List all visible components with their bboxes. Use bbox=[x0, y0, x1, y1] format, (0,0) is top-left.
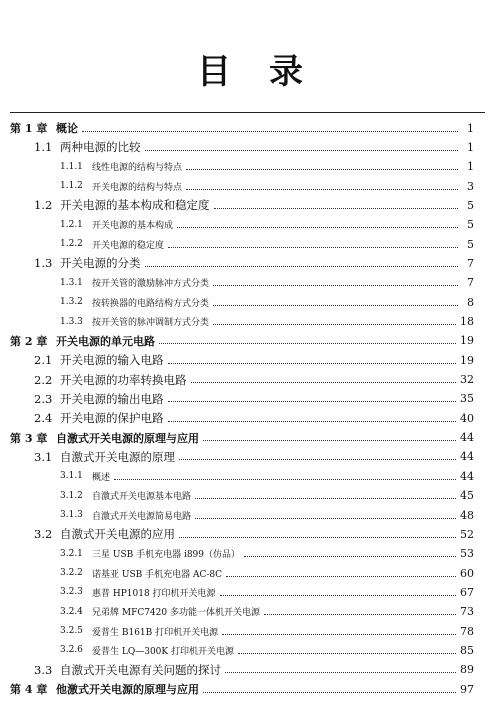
toc-entry-title: 爱普生 LQ—300K 打印机开关电源 bbox=[92, 646, 234, 657]
toc-entry-number: 1.2 bbox=[34, 198, 53, 213]
dot-leader bbox=[213, 324, 456, 325]
dot-leader bbox=[168, 363, 457, 364]
toc-entry-title: 概论 bbox=[56, 122, 78, 135]
toc-entry-page: 19 bbox=[460, 334, 474, 348]
toc-entry-number: 3.2.3 bbox=[60, 587, 83, 598]
toc-entry-title: 开关电源的分类 bbox=[60, 256, 141, 271]
toc-entry-title: 开关电源的输出电路 bbox=[60, 391, 164, 406]
toc-entry-number: 1.3.3 bbox=[60, 316, 83, 327]
toc-entry-title: 线性电源的结构与特点 bbox=[92, 163, 183, 174]
top-divider bbox=[10, 112, 485, 113]
toc-entry-page: 7 bbox=[467, 276, 474, 290]
toc-entry-number: 第 3 章 bbox=[10, 431, 48, 445]
toc-entry-number: 1.1 bbox=[34, 140, 53, 155]
toc-entry-title: 自激式开关电源基本电路 bbox=[92, 492, 192, 503]
toc-entry-title: 开关电源的基本构成和稳定度 bbox=[60, 198, 210, 213]
toc-entry-title: 爱普生 B161B 打印机开关电源 bbox=[92, 627, 219, 638]
toc-entry-page: 3 bbox=[467, 179, 474, 193]
toc-entry-number: 2.3 bbox=[34, 391, 53, 406]
toc-entry-title: 兄弟牌 MFC7420 多功能一体机开关电源 bbox=[92, 608, 260, 619]
toc-entry[interactable] bbox=[10, 678, 474, 700]
toc-entry-page: 85 bbox=[460, 643, 474, 657]
toc-entry-page: 97 bbox=[460, 682, 474, 696]
toc-entry-number: 第 2 章 bbox=[10, 334, 48, 348]
dot-leader bbox=[168, 247, 458, 248]
toc-entry-number: 第 4 章 bbox=[10, 683, 48, 697]
dot-leader bbox=[114, 479, 456, 480]
toc-entry-number: 2.2 bbox=[34, 372, 53, 387]
toc-entry-page: 67 bbox=[460, 585, 474, 599]
toc-entry-number: 3.1 bbox=[34, 449, 53, 464]
toc-entry-number: 1.2.1 bbox=[60, 219, 83, 230]
toc-entry-number: 1.3.2 bbox=[60, 297, 83, 308]
dot-leader bbox=[82, 131, 458, 132]
toc-entry-number: 2.4 bbox=[34, 411, 53, 426]
dot-leader bbox=[195, 518, 456, 519]
toc-entry-page: 32 bbox=[460, 373, 474, 387]
toc-entry-number: 3.1.2 bbox=[60, 490, 83, 501]
toc-entry-title: 按转换器的电路结构方式分类 bbox=[92, 298, 210, 309]
toc-entry-page: 44 bbox=[460, 469, 474, 483]
toc-entry-title: 开关电源的输入电路 bbox=[60, 353, 164, 368]
toc-entry-number: 第 1 章 bbox=[10, 122, 48, 135]
dot-leader bbox=[214, 208, 459, 209]
dot-leader bbox=[191, 382, 457, 383]
toc-entry-title: 自激式开关电源的原理与应用 bbox=[56, 431, 199, 445]
toc-entry-number: 2.1 bbox=[34, 353, 53, 368]
toc-entry-title: 开关电源的基本构成 bbox=[92, 221, 174, 232]
dot-leader bbox=[222, 634, 456, 635]
toc-entry-page: 52 bbox=[460, 527, 474, 541]
dot-leader bbox=[186, 189, 458, 190]
toc-entry-title: 按开关管的脉冲调制方式分类 bbox=[92, 318, 210, 328]
dot-leader bbox=[225, 672, 456, 673]
toc-entry-title: 自激式开关电源的应用 bbox=[60, 527, 175, 542]
toc-entry-page: 45 bbox=[460, 489, 474, 503]
dot-leader bbox=[220, 595, 456, 596]
toc-entry-title: 按开关管的激励脉冲方式分类 bbox=[92, 279, 210, 290]
toc-entry-number: 3.1.3 bbox=[60, 510, 83, 520]
dot-leader bbox=[238, 653, 456, 654]
toc-entry-page: 40 bbox=[460, 411, 474, 425]
dot-leader bbox=[213, 285, 458, 286]
toc-entry-number: 1.3.1 bbox=[60, 277, 83, 288]
dot-leader bbox=[186, 169, 458, 170]
toc-entry-page: 5 bbox=[467, 218, 474, 232]
toc-entry-number: 3.2.6 bbox=[60, 645, 83, 656]
toc-entry-title: 自激式开关电源的原理 bbox=[60, 449, 175, 464]
toc-entry-title: 开关电源的结构与特点 bbox=[92, 182, 183, 193]
toc-entry-page: 35 bbox=[460, 392, 474, 406]
toc-entry-page: 5 bbox=[467, 198, 474, 212]
dot-leader bbox=[177, 227, 458, 228]
toc-entry-title: 诺基亚 USB 手机充电器 AC-8C bbox=[92, 569, 222, 580]
dot-leader bbox=[179, 537, 456, 538]
toc-entry-title: 开关电源的稳定度 bbox=[92, 240, 165, 251]
toc-entry-title: 两种电源的比较 bbox=[60, 140, 141, 155]
toc-entry-number: 1.2.2 bbox=[60, 239, 83, 250]
toc-entry-number: 3.1.1 bbox=[60, 471, 83, 482]
toc-entry-title: 自激式开关电源简易电路 bbox=[92, 511, 192, 522]
toc-entry-page: 1 bbox=[467, 160, 474, 174]
dot-leader bbox=[168, 401, 457, 402]
dot-leader bbox=[159, 343, 456, 344]
toc-entry-number: 3.2 bbox=[34, 527, 53, 542]
toc-entry-page: 44 bbox=[460, 431, 474, 445]
dot-leader bbox=[168, 421, 457, 422]
toc-entry-number: 3.2.2 bbox=[60, 568, 83, 579]
toc-entry-title: 开关电源的单元电路 bbox=[56, 334, 155, 348]
toc-entry-number: 3.2.1 bbox=[60, 548, 83, 559]
toc-entry-page: 8 bbox=[467, 295, 474, 309]
dot-leader bbox=[213, 305, 458, 306]
toc-entry-page: 78 bbox=[460, 624, 474, 638]
dot-leader bbox=[195, 498, 456, 499]
dot-leader bbox=[145, 266, 459, 267]
toc-entry-title: 惠普 HP1018 打印机开关电源 bbox=[92, 588, 216, 599]
toc-entry-page: 73 bbox=[460, 605, 474, 619]
dot-leader bbox=[244, 556, 456, 557]
toc-entry-number: 1.1.2 bbox=[60, 181, 83, 192]
dot-leader bbox=[203, 440, 456, 441]
toc-entry-page: 60 bbox=[460, 566, 474, 580]
toc-entry-page: 53 bbox=[460, 547, 474, 561]
toc-entry-page: 1 bbox=[467, 140, 474, 154]
toc-entry-page: 19 bbox=[460, 353, 474, 367]
toc-entry-page: 18 bbox=[460, 315, 474, 328]
toc-entry-page: 44 bbox=[460, 450, 474, 464]
toc-entry-title: 自激式开关电源有关问题的探讨 bbox=[60, 662, 221, 677]
toc-entry-page: 48 bbox=[460, 508, 474, 522]
dot-leader bbox=[145, 150, 459, 151]
toc-entry-title: 概述 bbox=[92, 472, 111, 483]
toc-entry-page: 7 bbox=[467, 256, 474, 270]
toc-entry-number: 3.2.4 bbox=[60, 606, 83, 617]
toc-entry-title: 开关电源的保护电路 bbox=[60, 411, 164, 426]
toc-entry-title: 开关电源的功率转换电路 bbox=[60, 372, 187, 387]
toc-entry-page: 89 bbox=[460, 663, 474, 677]
toc-entry-number: 3.2.5 bbox=[60, 626, 83, 637]
dot-leader bbox=[226, 576, 456, 577]
dot-leader bbox=[179, 459, 456, 460]
toc-entry-title: 他激式开关电源的原理与应用 bbox=[56, 683, 199, 697]
dot-leader bbox=[264, 614, 456, 615]
toc-entry-number: 3.3 bbox=[34, 662, 53, 677]
page-title: 目录 bbox=[197, 52, 341, 92]
toc-entry-number: 1.1.1 bbox=[60, 161, 83, 172]
dot-leader bbox=[203, 692, 456, 693]
toc-entry-page: 5 bbox=[467, 237, 474, 251]
toc-entry-page: 1 bbox=[467, 121, 474, 135]
toc-entry-number: 1.3 bbox=[34, 256, 53, 271]
toc-entry-title: 三星 USB 手机充电器 i899（仿品） bbox=[92, 550, 241, 561]
